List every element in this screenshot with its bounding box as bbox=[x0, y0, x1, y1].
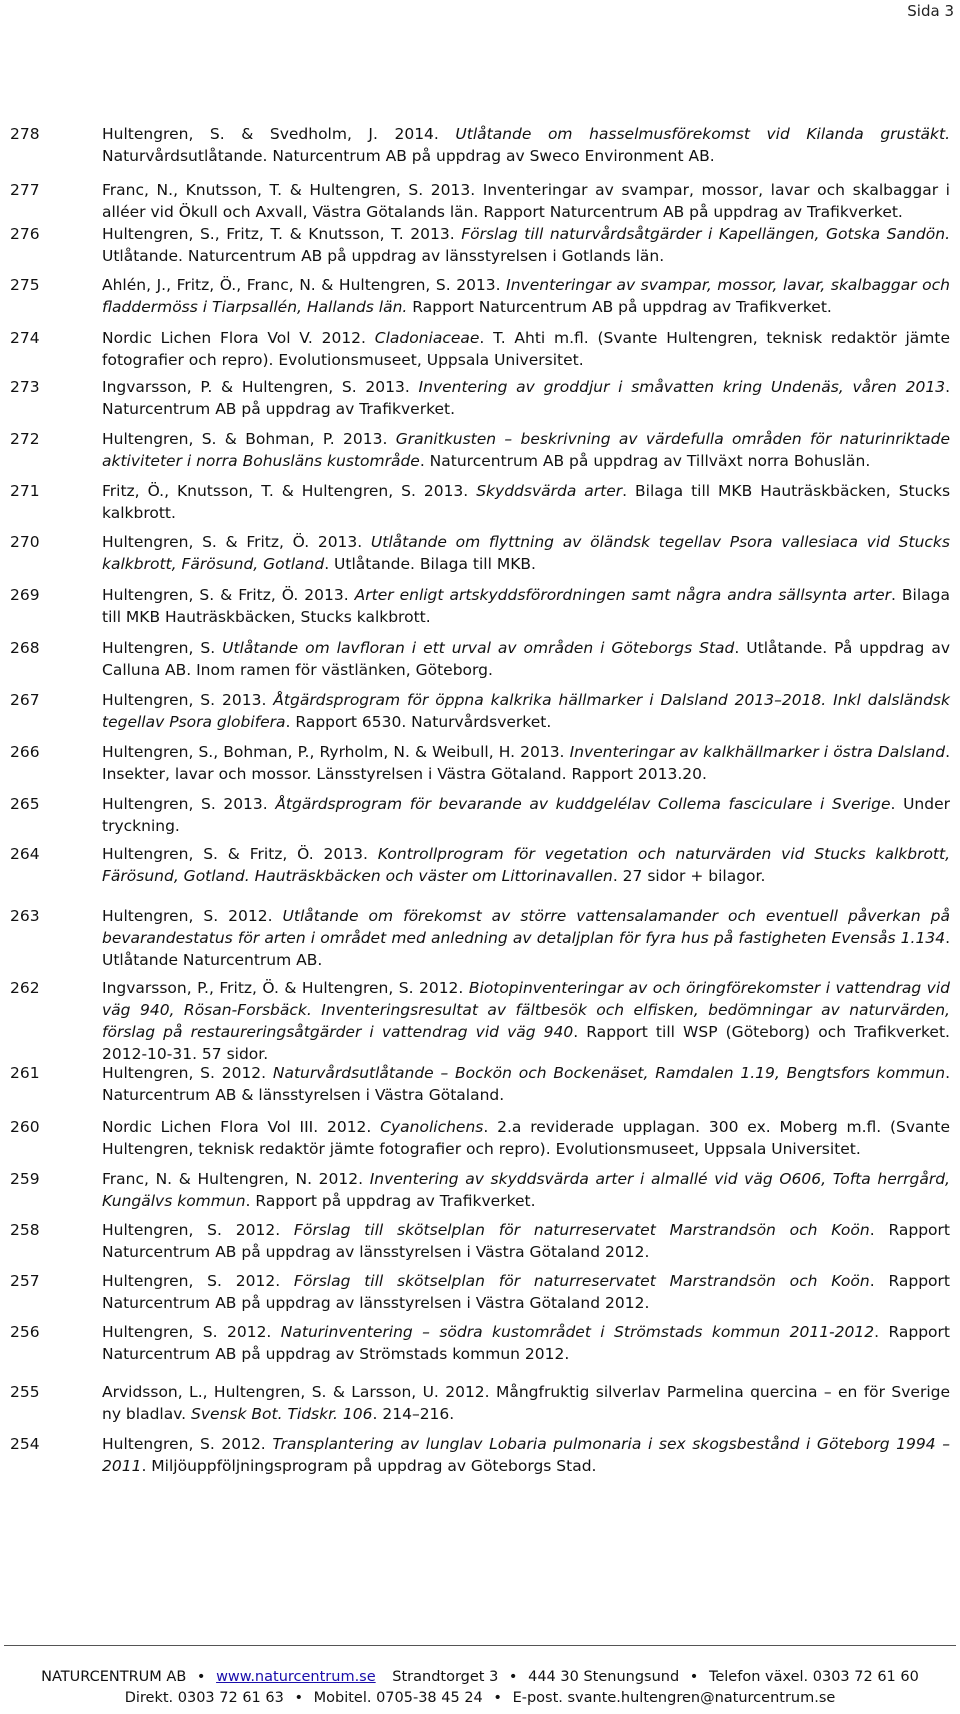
reference-text bbox=[102, 223, 950, 267]
reference-segment: Hultengren, S. 2012. bbox=[102, 1221, 294, 1239]
reference-title: Skyddsvärda arter bbox=[476, 482, 623, 500]
reference-segment: Ahlén, J., Fritz, Ö., Franc, N. & Hultengren, S. 2013. bbox=[102, 276, 507, 294]
footer-phone: Telefon växel. 0303 72 61 60 bbox=[708, 1669, 919, 1685]
reference-segment: . Rapport Naturcentrum AB på uppdrag av länsstyrelsen i Västra Götaland 2012. bbox=[102, 1221, 950, 1261]
reference-segment: . 27 sidor + bilagor. bbox=[612, 867, 766, 885]
reference-text bbox=[102, 843, 950, 887]
reference-title: Naturvårdsutlåtande – Bockön och Bockenäset, Ramdalen 1.19, Bengtsfors kommun bbox=[272, 1064, 946, 1082]
reference-segment: Hultengren, S., Bohman, P., Ryrholm, N. & Weibull, H. 2013. bbox=[102, 743, 570, 761]
reference-text bbox=[102, 1433, 950, 1477]
reference-segment: Naturvårdsutlåtande. Naturcentrum AB på uppdrag av Sweco Environment AB. bbox=[102, 147, 715, 165]
reference-number: 261 bbox=[10, 1064, 40, 1082]
reference-text bbox=[102, 689, 950, 733]
reference-number: 273 bbox=[10, 378, 40, 396]
reference-segment: Hultengren, S. 2012. bbox=[102, 1064, 273, 1082]
reference-text bbox=[102, 741, 950, 785]
reference-text bbox=[102, 531, 950, 575]
reference-title: Svensk Bot. Tidskr. 106 bbox=[191, 1405, 373, 1423]
reference-text bbox=[102, 123, 950, 167]
reference-segment: . 2.a reviderade upplagan. 300 ex. Moberg m.fl. (Svante Hultengren, teknisk redaktör jämte fotografier och repro). Evolutionsmuseet, Uppsala Universitet. bbox=[102, 1118, 950, 1158]
reference-title: Naturinventering – södra kustområdet i Strömstads kommun 2011-2012 bbox=[280, 1323, 875, 1341]
reference-text bbox=[102, 480, 950, 524]
reference-segment: . Naturcentrum AB på uppdrag av Trafikverket. bbox=[102, 378, 950, 418]
reference-number: 258 bbox=[10, 1221, 40, 1239]
reference-number: 257 bbox=[10, 1272, 40, 1290]
reference-number: 275 bbox=[10, 276, 40, 294]
reference-segment: . Rapport Naturcentrum AB på uppdrag av länsstyrelsen i Västra Götaland 2012. bbox=[102, 1272, 950, 1312]
reference-segment: Hultengren, S. 2012. bbox=[102, 1323, 281, 1341]
reference-segment: . Rapport Naturcentrum AB på uppdrag av Strömstads kommun 2012. bbox=[102, 1323, 950, 1363]
reference-number: 262 bbox=[10, 979, 40, 997]
footer-mobile: Mobitel. 0705-38 45 24 bbox=[313, 1690, 483, 1706]
reference-text bbox=[102, 584, 950, 628]
reference-text bbox=[102, 1381, 950, 1425]
reference-number: 265 bbox=[10, 795, 40, 813]
reference-number: 255 bbox=[10, 1383, 40, 1401]
reference-number: 277 bbox=[10, 181, 40, 199]
reference-text bbox=[102, 637, 950, 681]
reference-number: 267 bbox=[10, 691, 40, 709]
reference-title: Utlåtande om flyttning av öländsk tegellav Psora vallesiaca vid Stucks kalkbrott, Färösund, Gotland bbox=[102, 533, 950, 573]
reference-text bbox=[102, 977, 950, 1065]
reference-number: 278 bbox=[10, 125, 40, 143]
reference-number: 271 bbox=[10, 482, 40, 500]
footer-bullet: • bbox=[196, 1669, 206, 1685]
reference-text bbox=[102, 327, 950, 371]
reference-text bbox=[102, 1219, 950, 1263]
footer-line-1: NATURCENTRUM AB • www.naturcentrum.se Strandtorget 3 • 444 30 Stenungsund • Telefon växel. 0303 72 61 60 bbox=[41, 1669, 919, 1685]
reference-number: 272 bbox=[10, 430, 40, 448]
footer-website-link[interactable]: www.naturcentrum.se bbox=[216, 1669, 376, 1685]
reference-segment: Hultengren, S. & Fritz, Ö. 2013. bbox=[102, 586, 355, 604]
reference-segment: . Rapport på uppdrag av Trafikverket. bbox=[245, 1192, 536, 1210]
page-number: Sida 3 bbox=[907, 2, 954, 20]
reference-text bbox=[102, 793, 950, 837]
reference-number: 266 bbox=[10, 743, 40, 761]
reference-title: Inventering av skyddsvärda arter i almallé vid väg O606, Tofta herrgård, Kungälvs kommun bbox=[102, 1170, 950, 1210]
reference-number: 268 bbox=[10, 639, 40, 657]
reference-text bbox=[102, 1168, 950, 1212]
reference-segment: Hultengren, S. & Svedholm, J. 2014. bbox=[102, 125, 456, 143]
reference-number: 254 bbox=[10, 1435, 40, 1453]
reference-segment: Nordic Lichen Flora Vol III. 2012. bbox=[102, 1118, 381, 1136]
reference-segment: Hultengren, S. 2013. bbox=[102, 691, 274, 709]
footer-company: NATURCENTRUM AB bbox=[41, 1669, 187, 1685]
reference-title: Åtgärdsprogram för bevarande av kuddgelélav Collema fasciculare i Sverige bbox=[275, 795, 891, 813]
reference-title: Inventeringar av kalkhällmarker i östra Dalsland bbox=[569, 743, 946, 761]
footer-postal: 444 30 Stenungsund bbox=[528, 1669, 680, 1685]
reference-segment: Rapport Naturcentrum AB på uppdrag av Trafikverket. bbox=[407, 298, 832, 316]
reference-segment: . Utlåtande. På uppdrag av Calluna AB. Inom ramen för västlänken, Göteborg. bbox=[102, 639, 950, 679]
reference-segment: . Rapport 6530. Naturvårdsverket. bbox=[285, 713, 552, 731]
footer-email: E-post. svante.hultengren@naturcentrum.se bbox=[512, 1690, 836, 1706]
reference-text bbox=[102, 1116, 950, 1160]
footer-address: Strandtorget 3 bbox=[392, 1669, 499, 1685]
reference-title: Granitkusten – beskrivning av värdefulla områden för naturinriktade aktiviteter i norra Bohusläns kustområde bbox=[102, 430, 950, 470]
reference-number: 260 bbox=[10, 1118, 40, 1136]
reference-text bbox=[102, 428, 950, 472]
reference-segment: Hultengren, S. & Fritz, Ö. 2013. bbox=[102, 845, 378, 863]
reference-segment: Hultengren, S. 2012. bbox=[102, 907, 283, 925]
reference-number: 263 bbox=[10, 907, 40, 925]
reference-title: Biotopinventeringar av och öringförekomster i vattendrag vid väg 940, Rösan-Forsbäck. Inventeringsresultat av fältbesök och elfisken, bedömningar av naturvärden, förslag på restaureringsåtgärder i vattendrag vid väg 940 bbox=[102, 979, 951, 1041]
reference-title: Inventeringar av svampar, mossor, lavar, skalbaggar och fladdermöss i Tiarpsallén, Hallands län. bbox=[102, 276, 950, 316]
reference-segment: . Miljöuppföljningsprogram på uppdrag av Göteborgs Stad. bbox=[141, 1457, 597, 1475]
reference-number: 270 bbox=[10, 533, 40, 551]
reference-segment: . Naturcentrum AB på uppdrag av Tillväxt norra Bohuslän. bbox=[419, 452, 871, 470]
reference-text bbox=[102, 1270, 950, 1314]
reference-segment: . Naturcentrum AB & länsstyrelsen i Västra Götaland. bbox=[102, 1064, 950, 1104]
reference-segment: Arvidsson, L., Hultengren, S. & Larsson, U. 2012. Mångfruktig silverlav Parmelina quercina – en för Sverige ny bladlav. bbox=[102, 1383, 950, 1423]
reference-segment: Ingvarsson, P. & Hultengren, S. 2013. bbox=[102, 378, 419, 396]
reference-segment: . Utlåtande. Bilaga till MKB. bbox=[324, 555, 536, 573]
reference-segment: Hultengren, S. 2013. bbox=[102, 795, 276, 813]
reference-text bbox=[102, 179, 950, 223]
reference-segment: . Rapport till WSP (Göteborg) och Trafikverket. 2012-10-31. 57 sidor. bbox=[102, 1023, 950, 1063]
reference-text bbox=[102, 376, 950, 420]
reference-title: Transplantering av lunglav Lobaria pulmonaria i sex skogsbestånd i Göteborg 1994 – 2011 bbox=[102, 1435, 950, 1475]
reference-title: Åtgärdsprogram för öppna kalkrika hällmarker i Dalsland 2013–2018. Inkl dalsländsk tegellav Psora globifera bbox=[102, 691, 950, 731]
reference-segment: . Bilaga till MKB Hauträskbäcken, Stucks kalkbrott. bbox=[102, 482, 951, 522]
reference-segment: Franc, N., Knutsson, T. & Hultengren, S. 2013. Inventeringar av svampar, mossor, lavar och skalbaggar i alléer vid Ökull och Axvall, Västra Götalands län. Rapport Naturcentrum AB på uppdrag av Trafikverket. bbox=[102, 181, 950, 221]
reference-text bbox=[102, 1062, 950, 1106]
reference-title: Förslag till skötselplan för naturreservatet Marstrandsön och Koön bbox=[293, 1272, 870, 1290]
footer-direct: Direkt. 0303 72 61 63 bbox=[124, 1690, 284, 1706]
reference-segment: Hultengren, S. 2012. bbox=[102, 1272, 294, 1290]
reference-title: Cladoniaceae bbox=[374, 329, 480, 347]
footer-divider bbox=[4, 1645, 956, 1646]
reference-segment: Hultengren, S. bbox=[102, 639, 223, 657]
reference-number: 259 bbox=[10, 1170, 40, 1188]
reference-title: Cyanolichens bbox=[380, 1118, 484, 1136]
reference-title: Kontrollprogram för vegetation och naturvärden vid Stucks kalkbrott, Färösund, Gotland. Hauträskbäcken och väster om Littorinavallen bbox=[102, 845, 951, 885]
reference-title: Utlåtande om lavfloran i ett urval av områden i Göteborgs Stad bbox=[222, 639, 735, 657]
reference-segment: Utlåtande. Naturcentrum AB på uppdrag av länsstyrelsen i Gotlands län. bbox=[102, 247, 665, 265]
reference-segment: . Under tryckning. bbox=[102, 795, 950, 835]
footer-line-2: Direkt. 0303 72 61 63 • Mobitel. 0705-38 45 24 • E-post. svante.hultengren@naturcentrum.se bbox=[124, 1690, 836, 1706]
reference-segment: Ingvarsson, P., Fritz, Ö. & Hultengren, S. 2012. bbox=[102, 979, 469, 997]
reference-title: Utlåtande om förekomst av större vattensalamander och eventuell påverkan på bevarandestatus för arten i området med anledning av detaljplan för fyra hus på fastigheten Evensås 1.134 bbox=[102, 907, 950, 947]
reference-text bbox=[102, 274, 950, 318]
reference-segment: Nordic Lichen Flora Vol V. 2012. bbox=[102, 329, 375, 347]
reference-segment: Hultengren, S. & Fritz, Ö. 2013. bbox=[102, 533, 371, 551]
reference-segment: Hultengren, S. & Bohman, P. 2013. bbox=[102, 430, 396, 448]
reference-segment: Hultengren, S. 2012. bbox=[102, 1435, 273, 1453]
reference-number: 274 bbox=[10, 329, 40, 347]
reference-segment: . Utlåtande Naturcentrum AB. bbox=[102, 929, 950, 969]
footer bbox=[0, 1667, 960, 1709]
reference-segment: . Bilaga till MKB Hauträskbäcken, Stucks kalkbrott. bbox=[102, 586, 950, 626]
reference-text bbox=[102, 905, 950, 971]
reference-text bbox=[102, 1321, 950, 1365]
reference-number: 276 bbox=[10, 225, 40, 243]
reference-title: Utlåtande om hasselmusförekomst vid Kilanda grustäkt. bbox=[455, 125, 951, 143]
reference-number: 269 bbox=[10, 586, 40, 604]
reference-title: Förslag till skötselplan för naturreservatet Marstrandsön och Koön bbox=[293, 1221, 870, 1239]
reference-segment: . 214–216. bbox=[372, 1405, 455, 1423]
reference-number: 256 bbox=[10, 1323, 40, 1341]
reference-segment: Hultengren, S., Fritz, T. & Knutsson, T. 2013. bbox=[102, 225, 462, 243]
reference-segment: . Insekter, lavar och mossor. Länsstyrelsen i Västra Götaland. Rapport 2013.20. bbox=[102, 743, 950, 783]
reference-title: Inventering av groddjur i småvatten kring Undenäs, våren 2013 bbox=[418, 378, 946, 396]
reference-title: Förslag till naturvårdsåtgärder i Kapellängen, Gotska Sandön. bbox=[461, 225, 950, 243]
reference-segment: Fritz, Ö., Knutsson, T. & Hultengren, S. 2013. bbox=[102, 482, 477, 500]
reference-segment: Franc, N. & Hultengren, N. 2012. bbox=[102, 1170, 370, 1188]
reference-number: 264 bbox=[10, 845, 40, 863]
reference-title: Arter enligt artskyddsförordningen samt några andra sällsynta arter bbox=[354, 586, 891, 604]
reference-segment: . T. Ahti m.fl. (Svante Hultengren, teknisk redaktör jämte fotografier och repro). Evolutionsmuseet, Uppsala Universitet. bbox=[102, 329, 951, 369]
